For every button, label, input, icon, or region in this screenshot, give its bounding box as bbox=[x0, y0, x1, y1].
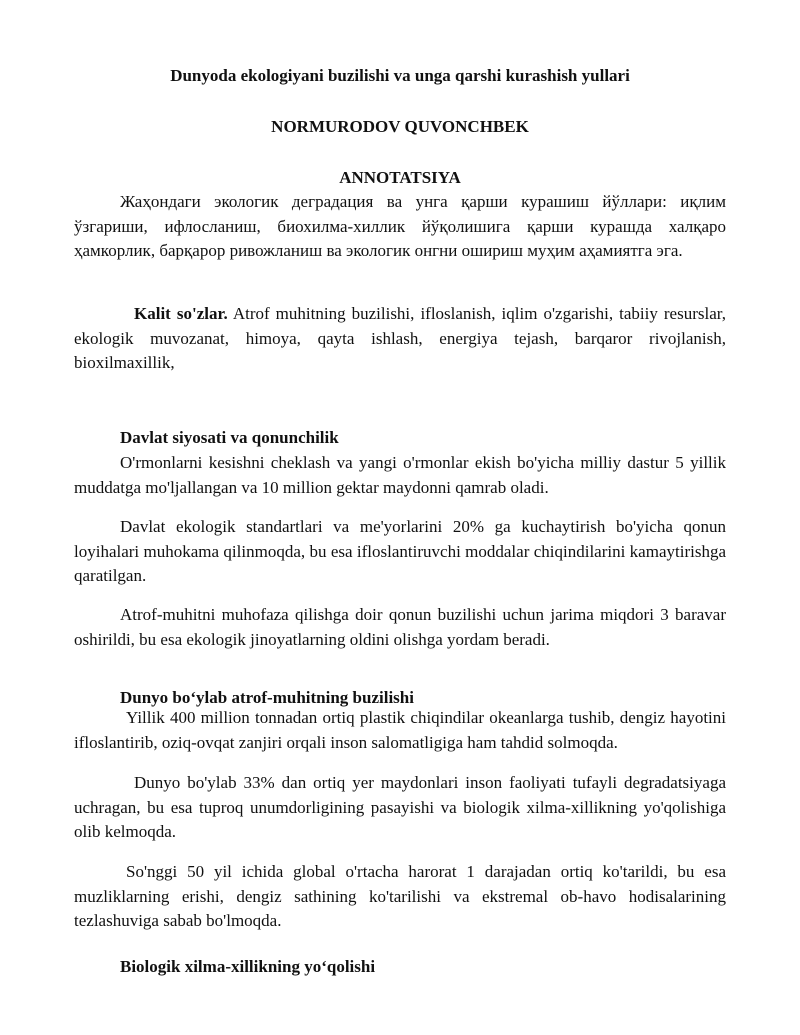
keywords-paragraph bbox=[74, 302, 726, 376]
section-world-paragraph-2: Dunyo bo'ylab 33% dan ortiq yer maydonlari inson faoliyati tufayli degradatsiyaga uchragan, bu esa tuproq unumdorligining pasayishi va biologik xilma-xillikning yo'qolishiga olib kelmoqda. bbox=[74, 773, 726, 841]
section-world-paragraph-1: Yillik 400 million tonnadan ortiq plastik chiqindilar okeanlarga tushib, dengiz hayotini ifloslantirib, oziq-ovqat zanjiri orqali inson salomatligiga ham tahdid solmoqda. bbox=[74, 708, 726, 752]
section-policy-paragraph-2: Davlat ekologik standartlari va me'yorlarini 20% ga kuchaytirish bo'yicha qonun loyihalari muhokama qilinmoqda, bu esa ifloslantiruvchi moddalar chiqindilarini kamaytirishga qaratilgan. bbox=[74, 517, 726, 585]
section-policy-paragraph-3: Atrof-muhitni muhofaza qilishga doir qonun buzilishi uchun jarima miqdori 3 baravar oshirildi, bu esa ekologik jinoyatlarning oldini olishga yordam beradi. bbox=[74, 605, 726, 649]
section-policy-paragraph-1: O'rmonlarni kesishni cheklash va yangi o'rmonlar ekish bo'yicha milliy dastur 5 yillik muddatga mo'ljallangan va 10 million gektar maydonni qamrab oladi. bbox=[74, 453, 726, 497]
keywords-label: Kalit so'zlar. bbox=[134, 304, 228, 323]
section-world-paragraph-3: So'nggi 50 yil ichida global o'rtacha harorat 1 darajadan ortiq ko'tarildi, bu esa muzliklarning erishi, dengiz sathining ko'tarilishi va ekstremal ob-havo hodisalarining tezlashuviga sabab bo'lmoqda. bbox=[74, 862, 726, 930]
section-heading-policy: Davlat siyosati va qonunchilik bbox=[120, 428, 339, 447]
document-title: Dunyoda ekologiyani buzilishi va unga qarshi kurashish yullari bbox=[170, 66, 630, 85]
section-heading-world-degradation: Dunyo bo‘ylab atrof-muhitning buzilishi bbox=[120, 688, 414, 707]
section-heading-biodiversity-loss: Biologik xilma-xillikning yo‘qolishi bbox=[120, 957, 376, 976]
author-name: NORMURODOV QUVONCHBEK bbox=[271, 117, 529, 136]
annotation-heading: ANNOTATSIYA bbox=[339, 168, 461, 187]
keywords-text: Atrof muhitning buzilishi, ifloslanish, iqlim o'zgarishi, tabiiy resurslar, ekologik muvozanat, himoya, qayta ishlash, energiya tejash, barqaror rivojlanish, bioxilmaxillik, bbox=[74, 304, 726, 372]
annotation-text: Жаҳондаги экологик деградация ва унга қарши курашиш йўллари: иқлим ўзгариши, ифлосланиш, биохилма-хиллик йўқолишига қарши курашда халқаро ҳамкорлик, барқарор ривожланиш ва экологик онгни ошириш муҳим аҳамиятга эга. bbox=[74, 192, 726, 260]
